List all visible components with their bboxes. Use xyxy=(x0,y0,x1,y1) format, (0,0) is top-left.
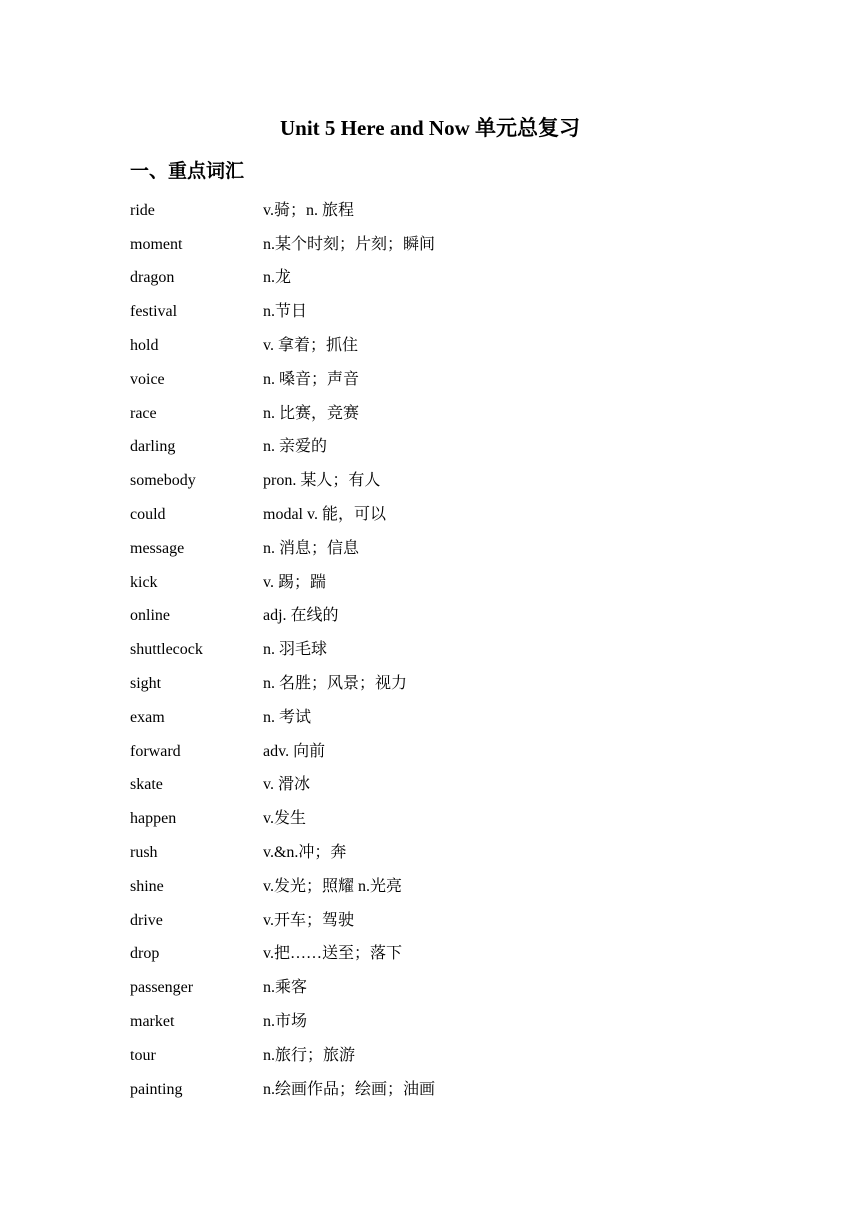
vocab-word: shuttlecock xyxy=(130,641,203,659)
vocab-row xyxy=(130,566,730,600)
vocab-row xyxy=(130,262,730,296)
vocab-row xyxy=(130,735,730,769)
vocab-meaning: n.市场 xyxy=(263,1013,308,1031)
vocab-row xyxy=(130,228,730,262)
vocab-meaning: n.乘客 xyxy=(263,979,308,997)
vocab-word: somebody xyxy=(130,472,196,490)
vocab-meaning: n. 消息；信息 xyxy=(263,539,360,557)
vocab-word: kick xyxy=(130,573,158,591)
vocab-word: painting xyxy=(130,1080,183,1098)
vocab-meaning: modal v. 能，可以 xyxy=(263,506,386,524)
vocab-row xyxy=(130,363,730,397)
vocab-row xyxy=(130,329,730,363)
vocab-row xyxy=(130,769,730,803)
vocab-row xyxy=(130,397,730,431)
vocab-word: race xyxy=(130,404,157,422)
vocab-meaning: v.发光；照耀 n.光亮 xyxy=(263,877,402,895)
vocab-word: market xyxy=(130,1013,175,1031)
vocab-word: moment xyxy=(130,235,183,253)
vocab-word: ride xyxy=(130,201,155,219)
vocab-meaning: n. 羽毛球 xyxy=(263,641,328,659)
vocab-row xyxy=(130,667,730,701)
vocab-word: festival xyxy=(130,303,178,321)
vocab-row xyxy=(130,836,730,870)
vocab-meaning: v. 拿着；抓住 xyxy=(263,337,358,355)
vocab-meaning: pron. 某人；有人 xyxy=(263,472,381,490)
vocab-row xyxy=(130,802,730,836)
vocab-row xyxy=(130,464,730,498)
vocab-meaning: n. 嗓音；声音 xyxy=(263,370,360,388)
vocab-word: happen xyxy=(130,810,177,828)
vocab-row xyxy=(130,971,730,1005)
vocab-row xyxy=(130,904,730,938)
vocab-row xyxy=(130,870,730,904)
vocab-meaning: v.把……送至；落下 xyxy=(263,945,402,963)
document-title: Unit 5 Here and Now 单元总复习 xyxy=(279,116,581,140)
vocab-meaning: n. 考试 xyxy=(263,708,312,726)
vocab-word: online xyxy=(130,607,170,625)
vocab-row xyxy=(130,498,730,532)
vocab-meaning: adj. 在线的 xyxy=(263,607,339,625)
section-heading-key-vocabulary: 一、重点词汇 xyxy=(130,161,245,182)
vocab-word: hold xyxy=(130,337,159,355)
vocab-meaning: v.开车；驾驶 xyxy=(263,911,354,929)
vocab-row xyxy=(130,600,730,634)
vocab-meaning: adv. 向前 xyxy=(263,742,326,760)
vocab-row xyxy=(130,633,730,667)
vocab-word: tour xyxy=(130,1046,156,1064)
vocab-word: drive xyxy=(130,911,163,929)
vocab-meaning: n.旅行；旅游 xyxy=(263,1046,356,1064)
vocab-word: drop xyxy=(130,945,160,963)
vocab-meaning: n.绘画作品；绘画；油画 xyxy=(263,1080,436,1098)
vocab-word: shine xyxy=(130,877,164,895)
vocab-row xyxy=(130,701,730,735)
vocab-word: dragon xyxy=(130,269,175,287)
vocab-word: passenger xyxy=(130,979,194,997)
vocab-meaning: v.骑；n. 旅程 xyxy=(263,201,354,219)
vocab-word: sight xyxy=(130,675,162,693)
vocab-meaning: v.发生 xyxy=(263,810,306,828)
vocab-meaning: n.龙 xyxy=(263,269,292,287)
vocabulary-list xyxy=(130,194,730,1107)
vocab-meaning: v. 滑冰 xyxy=(263,776,310,794)
vocab-meaning: n. 亲爱的 xyxy=(263,438,328,456)
vocab-word: could xyxy=(130,506,166,524)
vocab-meaning: n. 比赛，竞赛 xyxy=(263,404,360,422)
vocab-row xyxy=(130,1039,730,1073)
vocab-row xyxy=(130,295,730,329)
vocab-word: darling xyxy=(130,438,176,456)
vocab-meaning: n.节日 xyxy=(263,303,308,321)
vocab-word: voice xyxy=(130,370,165,388)
vocab-row xyxy=(130,431,730,465)
vocab-meaning: n. 名胜；风景；视力 xyxy=(263,675,408,693)
vocab-meaning: n.某个时刻；片刻；瞬间 xyxy=(263,235,436,253)
vocab-row xyxy=(130,1005,730,1039)
vocab-word: forward xyxy=(130,742,181,760)
vocab-row xyxy=(130,194,730,228)
vocab-word: rush xyxy=(130,844,158,862)
vocab-meaning: v. 踢；踹 xyxy=(263,573,326,591)
vocab-row xyxy=(130,532,730,566)
vocab-row xyxy=(130,1073,730,1107)
vocab-word: exam xyxy=(130,708,165,726)
vocab-word: message xyxy=(130,539,185,557)
vocab-row xyxy=(130,938,730,972)
vocab-word: skate xyxy=(130,776,163,794)
vocab-meaning: v.&n.冲；奔 xyxy=(263,844,347,862)
